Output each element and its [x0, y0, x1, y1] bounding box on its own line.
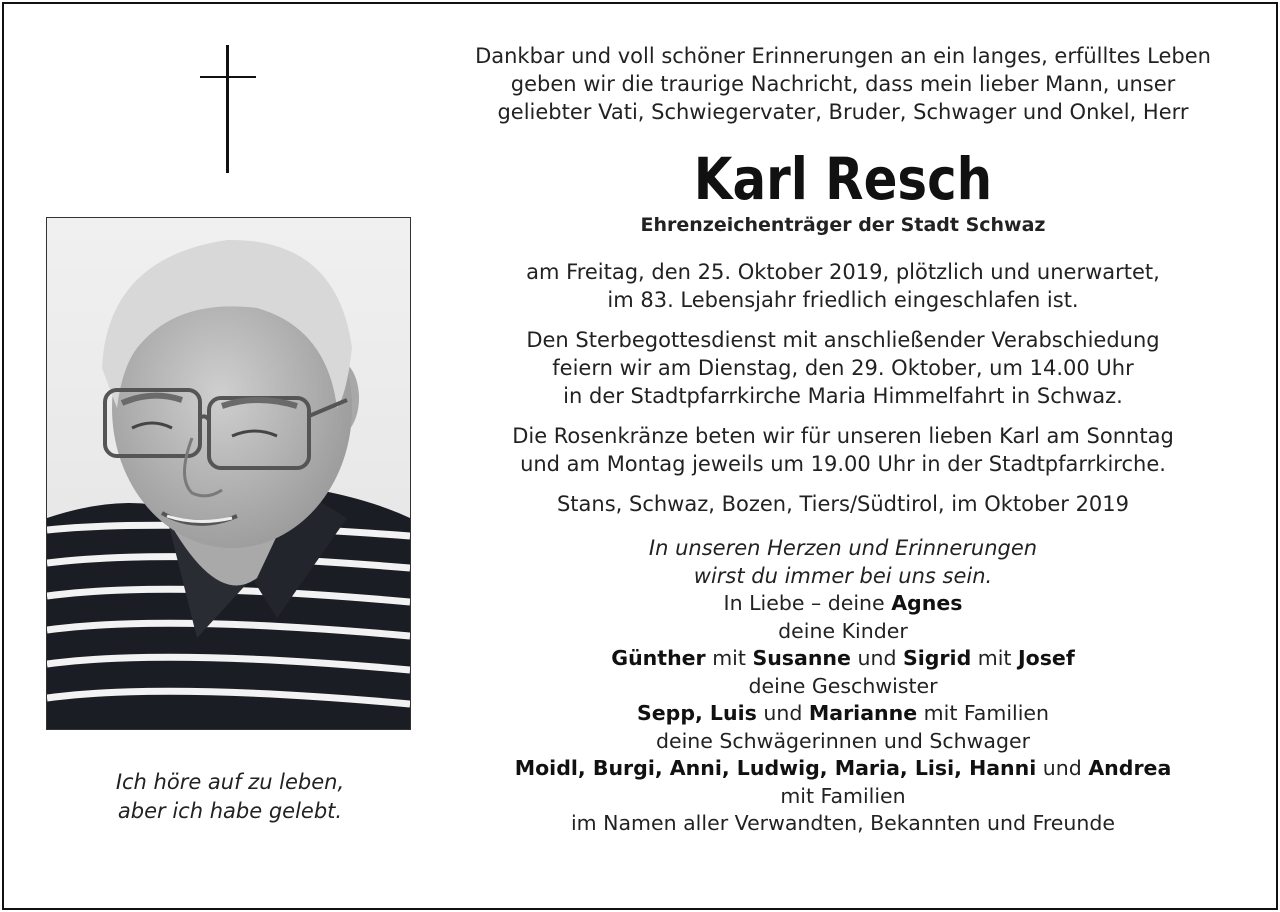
family-line	[450, 590, 1236, 618]
family-list	[450, 590, 1236, 838]
family-name: Josef	[1018, 646, 1075, 670]
family-text: und	[1036, 756, 1089, 780]
intro-line: Dankbar und voll schöner Erinnerungen an ein langes, erfülltes Leben	[475, 44, 1211, 68]
intro-line: geliebter Vati, Schwiegervater, Bruder, Schwager und Onkel, Herr	[497, 100, 1189, 124]
memory-line: In unseren Herzen und Erinnerungen	[648, 536, 1038, 560]
quote-line: Ich höre auf zu leben,	[115, 770, 345, 794]
family-text: und	[756, 701, 809, 725]
rosary-line: Die Rosenkränze beten wir für unseren lieben Karl am Sonntag	[512, 424, 1174, 448]
memory-paragraph	[450, 534, 1236, 590]
family-line: mit Familien	[780, 783, 906, 808]
family-line: im Namen aller Verwandten, Bekannten und Freunde	[570, 811, 1116, 835]
family-name: Agnes	[891, 591, 963, 615]
memory-line: wirst du immer bei uns sein.	[693, 564, 993, 588]
family-text: mit Familien	[917, 701, 1050, 725]
rosary-line: und am Montag jeweils um 19.00 Uhr in der Stadtpfarrkirche.	[520, 452, 1166, 476]
quote-line: aber ich habe gelebt.	[117, 799, 343, 823]
family-name: Moidl, Burgi, Anni, Ludwig, Maria, Lisi, Hanni	[514, 756, 1037, 780]
intro-line: geben wir die traurige Nachricht, dass mein lieber Mann, unser	[510, 72, 1176, 96]
family-line: deine Schwägerinnen und Schwager	[655, 728, 1031, 753]
deceased-name: Karl Resch	[693, 145, 993, 213]
cross-icon	[200, 45, 256, 175]
rosary-paragraph	[450, 422, 1236, 478]
death-line: am Freitag, den 25. Oktober 2019, plötzlich und unerwartet,	[526, 260, 1160, 284]
family-line: deine Geschwister	[748, 673, 938, 698]
death-line: im 83. Lebensjahr friedlich eingeschlafen ist.	[607, 288, 1079, 312]
family-name: Andrea	[1088, 756, 1172, 780]
family-text: und	[850, 646, 903, 670]
service-paragraph	[450, 326, 1236, 410]
family-name: Sepp, Luis	[636, 701, 757, 725]
portrait-photo	[46, 217, 411, 730]
family-name: Susanne	[752, 646, 851, 670]
family-line: deine Kinder	[778, 618, 908, 643]
family-text: mit	[971, 646, 1018, 670]
family-line	[450, 755, 1236, 783]
family-name: Sigrid	[902, 646, 972, 670]
family-name: Günther	[611, 646, 706, 670]
quote	[60, 768, 400, 826]
family-text: mit	[705, 646, 753, 670]
service-line: in der Stadtpfarrkirche Maria Himmelfahrt in Schwaz.	[563, 384, 1123, 408]
family-text: In Liebe – deine	[723, 591, 892, 615]
service-line: Den Sterbegottesdienst mit anschließender Verabschiedung	[526, 328, 1160, 352]
family-line	[450, 645, 1236, 673]
honor-title: Ehrenzeichenträger der Stadt Schwaz	[640, 214, 1046, 236]
intro-paragraph	[450, 42, 1236, 126]
obituary-text	[450, 42, 1236, 838]
family-line	[450, 700, 1236, 728]
death-paragraph	[450, 258, 1236, 314]
service-line: feiern wir am Dienstag, den 29. Oktober, um 14.00 Uhr	[552, 356, 1134, 380]
places-date: Stans, Schwaz, Bozen, Tiers/Südtirol, im Oktober 2019	[556, 492, 1130, 516]
family-name: Marianne	[808, 701, 918, 725]
